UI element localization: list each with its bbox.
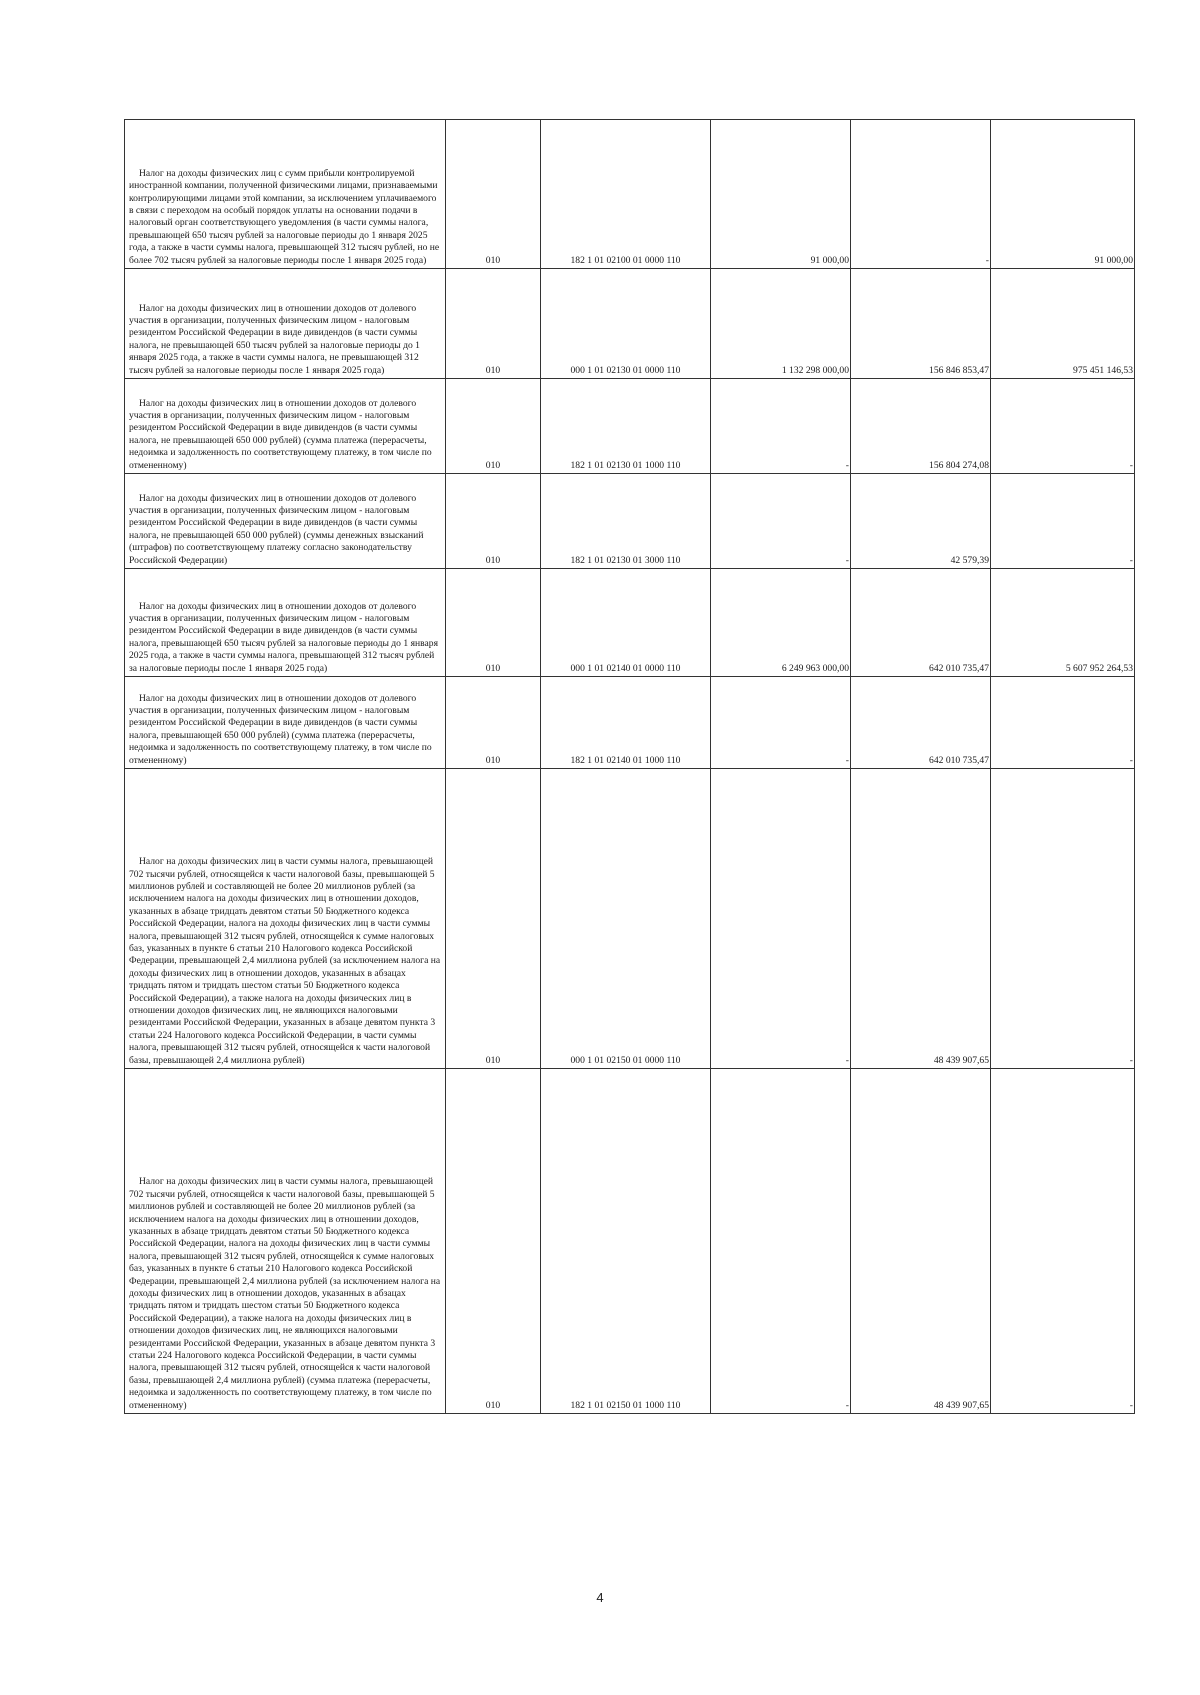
line-code-cell: 010 <box>446 474 541 569</box>
approved-amount-cell: - <box>711 379 851 474</box>
remaining-amount-cell: - <box>991 379 1135 474</box>
budget-code-cell: 182 1 01 02140 01 1000 110 <box>541 677 711 769</box>
executed-amount-cell: 642 010 735,47 <box>851 677 991 769</box>
line-code-cell: 010 <box>446 677 541 769</box>
table-row <box>125 120 1135 269</box>
budget-code-cell: 182 1 01 02130 01 1000 110 <box>541 379 711 474</box>
budget-code-cell: 182 1 01 02100 01 0000 110 <box>541 120 711 269</box>
income-name-cell: Налог на доходы физических лиц в части суммы налога, превышающей 702 тысячи рублей, относящейся к части налоговой базы, превышающей 5 миллионов рублей и составляющей не более 20 миллионов рублей (за исключением налога на доходы физических лиц в отношении доходов, указанных в абзаце тридцать девятом статьи 50 Бюджетного кодекса Российской Федерации, налога на доходы физических лиц в части суммы налога, превышающей 312 тысяч рублей, относящейся к сумме налоговых баз, указанных в пункте 6 статьи 210 Налогового кодекса Российской Федерации, превышающей 2,4 миллиона рублей (за исключением налога на доходы физических лиц в отношении доходов, указанных в абзацах тридцать пятом и тридцать шестом статьи 50 Бюджетного кодекса Российской Федерации), а также налога на доходы физических лиц в отношении доходов физических лиц, не являющихся налоговыми резидентами Российской Федерации, указанных в абзаце девятом пункта 3 статьи 224 Налогового кодекса Российской Федерации, в части суммы налога, превышающей 312 тысяч рублей, относящейся к части налоговой базы, превышающей 2,4 миллиона рублей) <box>125 769 446 1069</box>
table-row <box>125 569 1135 677</box>
remaining-amount-cell: 91 000,00 <box>991 120 1135 269</box>
line-code-cell: 010 <box>446 769 541 1069</box>
approved-amount-cell: 6 249 963 000,00 <box>711 569 851 677</box>
executed-amount-cell: 156 804 274,08 <box>851 379 991 474</box>
table-row <box>125 1069 1135 1414</box>
line-code-cell: 010 <box>446 1069 541 1414</box>
approved-amount-cell: - <box>711 769 851 1069</box>
budget-code-cell: 000 1 01 02150 01 0000 110 <box>541 769 711 1069</box>
executed-amount-cell: 642 010 735,47 <box>851 569 991 677</box>
approved-amount-cell: - <box>711 1069 851 1414</box>
line-code-cell: 010 <box>446 569 541 677</box>
table-row <box>125 379 1135 474</box>
budget-code-cell: 000 1 01 02140 01 0000 110 <box>541 569 711 677</box>
remaining-amount-cell: - <box>991 1069 1135 1414</box>
income-name-cell: Налог на доходы физических лиц в отношении доходов от долевого участия в организации, полученных физическим лицом - налоговым резидентом Российской Федерации в виде дивидендов (в части суммы налога, не превышающей 650 тысяч рублей за налоговые периоды до 1 января 2025 года, а также в части суммы налога, не превышающей 312 тысяч рублей за налоговые периоды после 1 января 2025 года) <box>125 269 446 379</box>
executed-amount-cell: 42 579,39 <box>851 474 991 569</box>
income-report-table <box>124 119 1135 1414</box>
income-name-cell: Налог на доходы физических лиц в части суммы налога, превышающей 702 тысячи рублей, относящейся к части налоговой базы, превышающей 5 миллионов рублей и составляющей не более 20 миллионов рублей (за исключением налога на доходы физических лиц в отношении доходов, указанных в абзаце тридцать девятом статьи 50 Бюджетного кодекса Российской Федерации, налога на доходы физических лиц в части суммы налога, превышающей 312 тысяч рублей, относящейся к сумме налоговых баз, указанных в пункте 6 статьи 210 Налогового кодекса Российской Федерации, превышающей 2,4 миллиона рублей (за исключением налога на доходы физических лиц в отношении доходов, указанных в абзацах тридцать пятом и тридцать шестом статьи 50 Бюджетного кодекса Российской Федерации), а также налога на доходы физических лиц в отношении доходов физических лиц, не являющихся налоговыми резидентами Российской Федерации, указанных в абзаце девятом пункта 3 статьи 224 Налогового кодекса Российской Федерации, в части суммы налога, превышающей 312 тысяч рублей, относящейся к части налоговой базы, превышающей 2,4 миллиона рублей) (сумма платежа (перерасчеты, недоимка и задолженность по соответствующему платежу, в том числе по отмененному) <box>125 1069 446 1414</box>
budget-code-cell: 182 1 01 02130 01 3000 110 <box>541 474 711 569</box>
table-row <box>125 769 1135 1069</box>
approved-amount-cell: 91 000,00 <box>711 120 851 269</box>
approved-amount-cell: - <box>711 677 851 769</box>
table-row <box>125 269 1135 379</box>
remaining-amount-cell: - <box>991 769 1135 1069</box>
line-code-cell: 010 <box>446 379 541 474</box>
line-code-cell: 010 <box>446 269 541 379</box>
remaining-amount-cell: 5 607 952 264,53 <box>991 569 1135 677</box>
approved-amount-cell: - <box>711 474 851 569</box>
table-row <box>125 677 1135 769</box>
remaining-amount-cell: 975 451 146,53 <box>991 269 1135 379</box>
approved-amount-cell: 1 132 298 000,00 <box>711 269 851 379</box>
table-row <box>125 474 1135 569</box>
budget-code-cell: 182 1 01 02150 01 1000 110 <box>541 1069 711 1414</box>
income-name-cell: Налог на доходы физических лиц с сумм прибыли контролируемой иностранной компании, полученной физическими лицами, признаваемыми контролирующими лицами этой компании, за исключением уплачиваемого в связи с переходом на особый порядок уплаты на основании подачи в налоговый орган соответствующего уведомления (в части суммы налога, превышающей 650 тысяч рублей за налоговые периоды до 1 января 2025 года, а также в части суммы налога, превышающей 312 тысяч рублей, но не более 702 тысяч рублей за налоговые периоды после 1 января 2025 года) <box>125 120 446 269</box>
budget-code-cell: 000 1 01 02130 01 0000 110 <box>541 269 711 379</box>
income-name-cell: Налог на доходы физических лиц в отношении доходов от долевого участия в организации, полученных физическим лицом - налоговым резидентом Российской Федерации в виде дивидендов (в части суммы налога, не превышающей 650 000 рублей) (суммы денежных взысканий (штрафов) по соответствующему платежу согласно законодательству Российской Федерации) <box>125 474 446 569</box>
income-name-cell: Налог на доходы физических лиц в отношении доходов от долевого участия в организации, полученных физическим лицом - налоговым резидентом Российской Федерации в виде дивидендов (в части суммы налога, не превышающей 650 000 рублей) (сумма платежа (перерасчеты, недоимка и задолженность по соответствующему платежу, в том числе по отмененному) <box>125 379 446 474</box>
line-code-cell: 010 <box>446 120 541 269</box>
remaining-amount-cell: - <box>991 474 1135 569</box>
income-name-cell: Налог на доходы физических лиц в отношении доходов от долевого участия в организации, полученных физическим лицом - налоговым резидентом Российской Федерации в виде дивидендов (в части суммы налога, превышающей 650 тысяч рублей за налоговые периоды до 1 января 2025 года, а также в части суммы налога, превышающей 312 тысяч рублей за налоговые периоды после 1 января 2025 года) <box>125 569 446 677</box>
executed-amount-cell: 48 439 907,65 <box>851 769 991 1069</box>
remaining-amount-cell: - <box>991 677 1135 769</box>
income-name-cell: Налог на доходы физических лиц в отношении доходов от долевого участия в организации, полученных физическим лицом - налоговым резидентом Российской Федерации в виде дивидендов (в части суммы налога, превышающей 650 000 рублей) (сумма платежа (перерасчеты, недоимка и задолженность по соответствующему платежу, в том числе по отмененному) <box>125 677 446 769</box>
executed-amount-cell: - <box>851 120 991 269</box>
executed-amount-cell: 48 439 907,65 <box>851 1069 991 1414</box>
executed-amount-cell: 156 846 853,47 <box>851 269 991 379</box>
page-number: 4 <box>596 1590 604 1605</box>
